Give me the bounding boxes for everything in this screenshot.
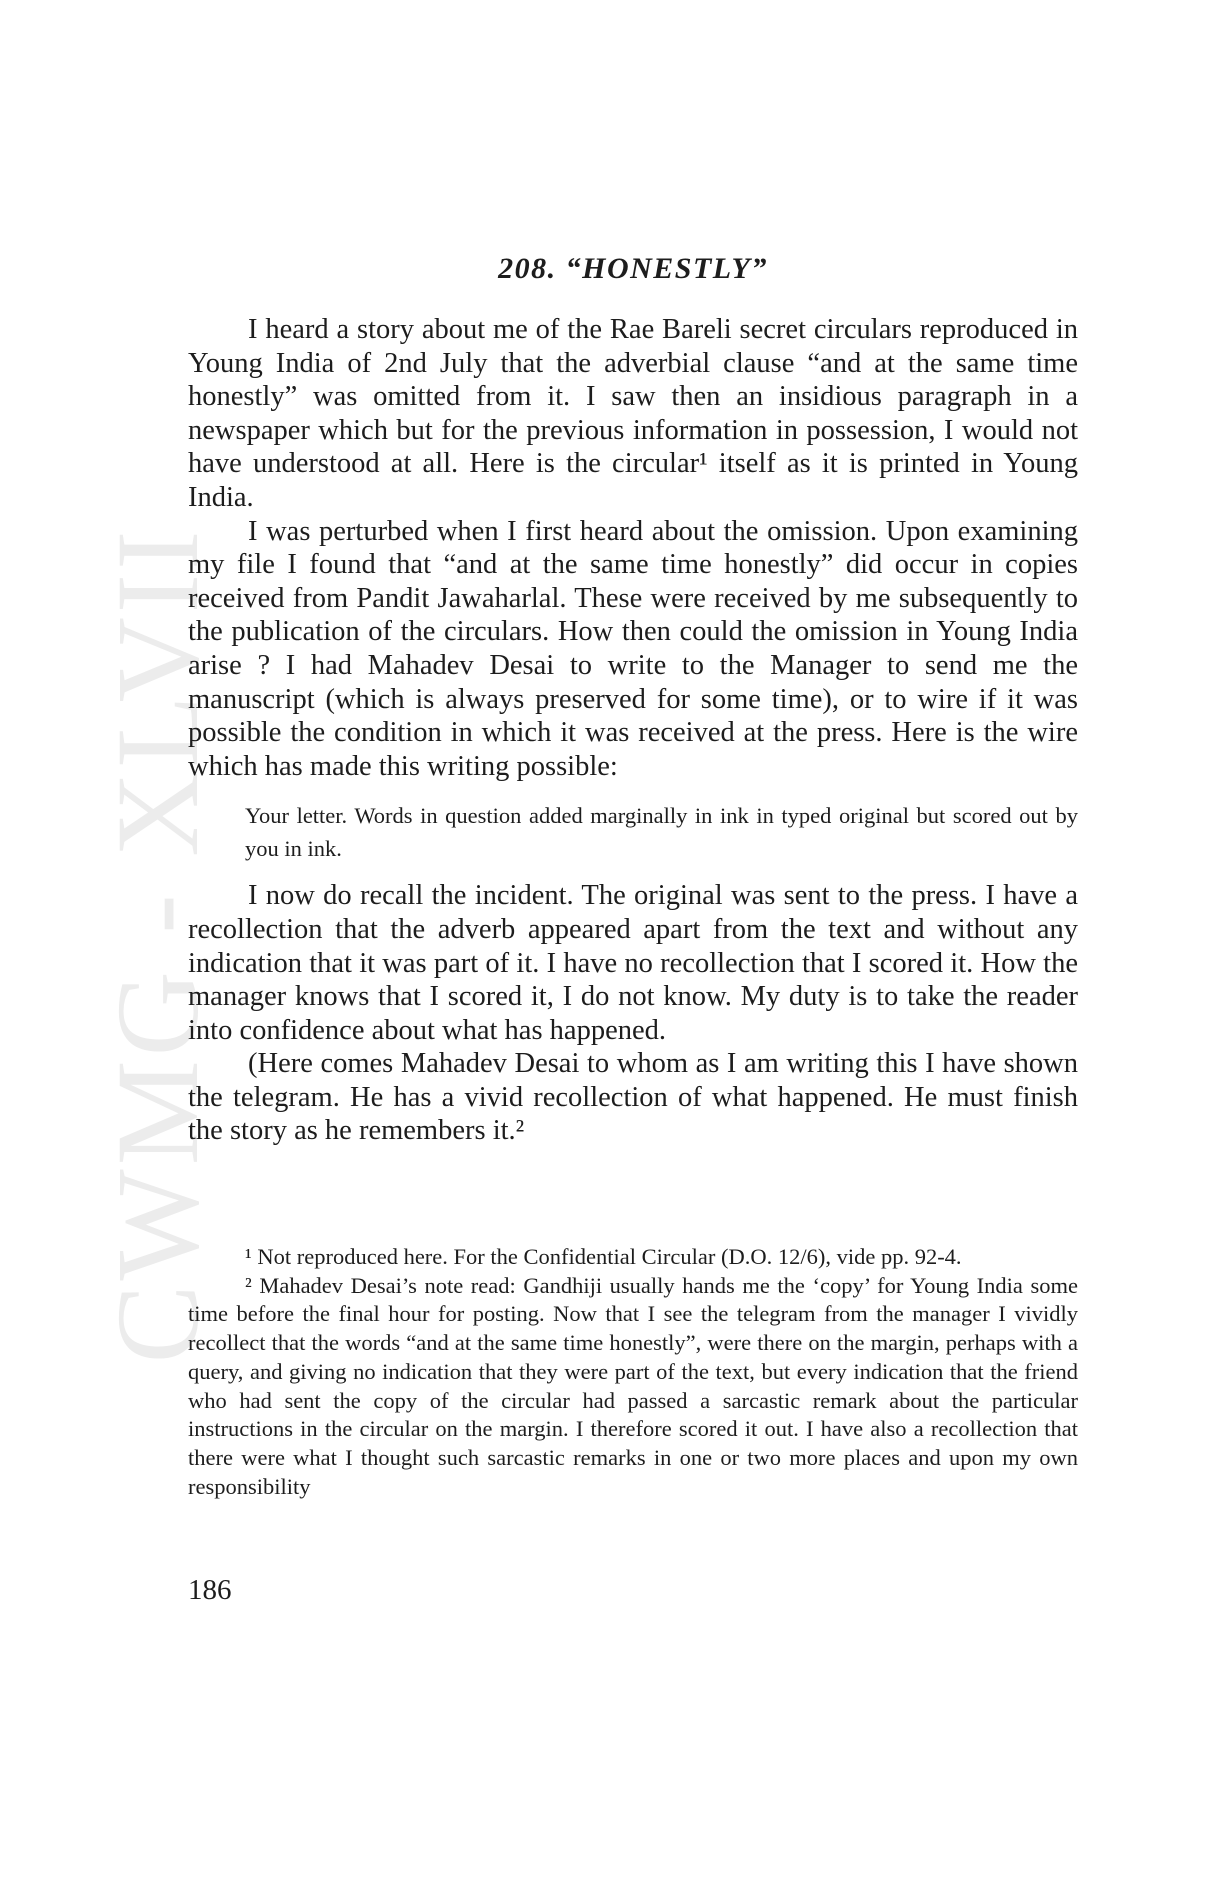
paragraph-3: I now do recall the incident. The original was sent to the press. I have a recollection that the adverb appeared apart from the text and without any indication that it was part of it. I have no recollection that I scored it. How the manager knows that I scored it, I do not know. My duty is to take the reader into confidence about what has happened. — [188, 880, 1078, 1046]
footnote-1: ¹ Not reproduced here. For the Confidential Circular (D.O. 12/6), vide pp. 92-4. — [245, 1244, 962, 1269]
article-heading: 208. “HONESTLY” — [498, 252, 768, 285]
telegram-quote: Your letter. Words in question added marginally in ink in typed original but scored out by you in ink. — [245, 803, 1078, 862]
watermark — [92, 420, 223, 1470]
article-body — [188, 313, 1078, 1148]
paragraph-1: I heard a story about me of the Rae Bareli secret circulars reproduced in Young India of 2nd July that the adverbial clause “and at the same time honestly” was omitted from it. I saw then an insidious paragraph in a newspaper which but for the previous information in possession, I would not have understood at all. Here is the circular¹ itself as it is printed in Young India. — [188, 314, 1078, 513]
paragraph-2: I was perturbed when I first heard about the omission. Upon examining my file I found that “and at the same time honestly” did occur in copies received from Pandit Jawaharlal. These were received by me subsequently to the publication of the circulars. How then could the omission in Young India arise ? I had Mahadev Desai to write to the Manager to send me the manuscript (which is always preserved for some time), or to wire if it was possible the condition in which it was received at the press. Here is the wire which has made this writing possible: — [188, 515, 1078, 782]
footnotes — [188, 1243, 1078, 1501]
paragraph-4: (Here comes Mahadev Desai to whom as I am writing this I have shown the telegram. He has a vivid recollection of what happened. He must finish the story as he remembers it.² — [188, 1048, 1078, 1147]
watermark-text: CWMG - XLVII — [92, 526, 223, 1364]
footnote-2: ² Mahadev Desai’s note read: Gandhiji usually hands me the ‘copy’ for Young India some time before the final hour for posting. Now that I see the telegram from the manager I vividly recollect that the words “and at the same time honestly”, were there on the margin, perhaps with a query, and giving no indication that they were part of the text, but every indication that the friend who had sent the copy of the circular had passed a sarcastic remark about the particular instructions in the circular on the margin. I therefore scored it out. I have also a recollection that there were what I thought such sarcastic remarks in one or two more places and upon my own responsibility — [188, 1272, 1078, 1499]
page-number: 186 — [188, 1574, 232, 1606]
